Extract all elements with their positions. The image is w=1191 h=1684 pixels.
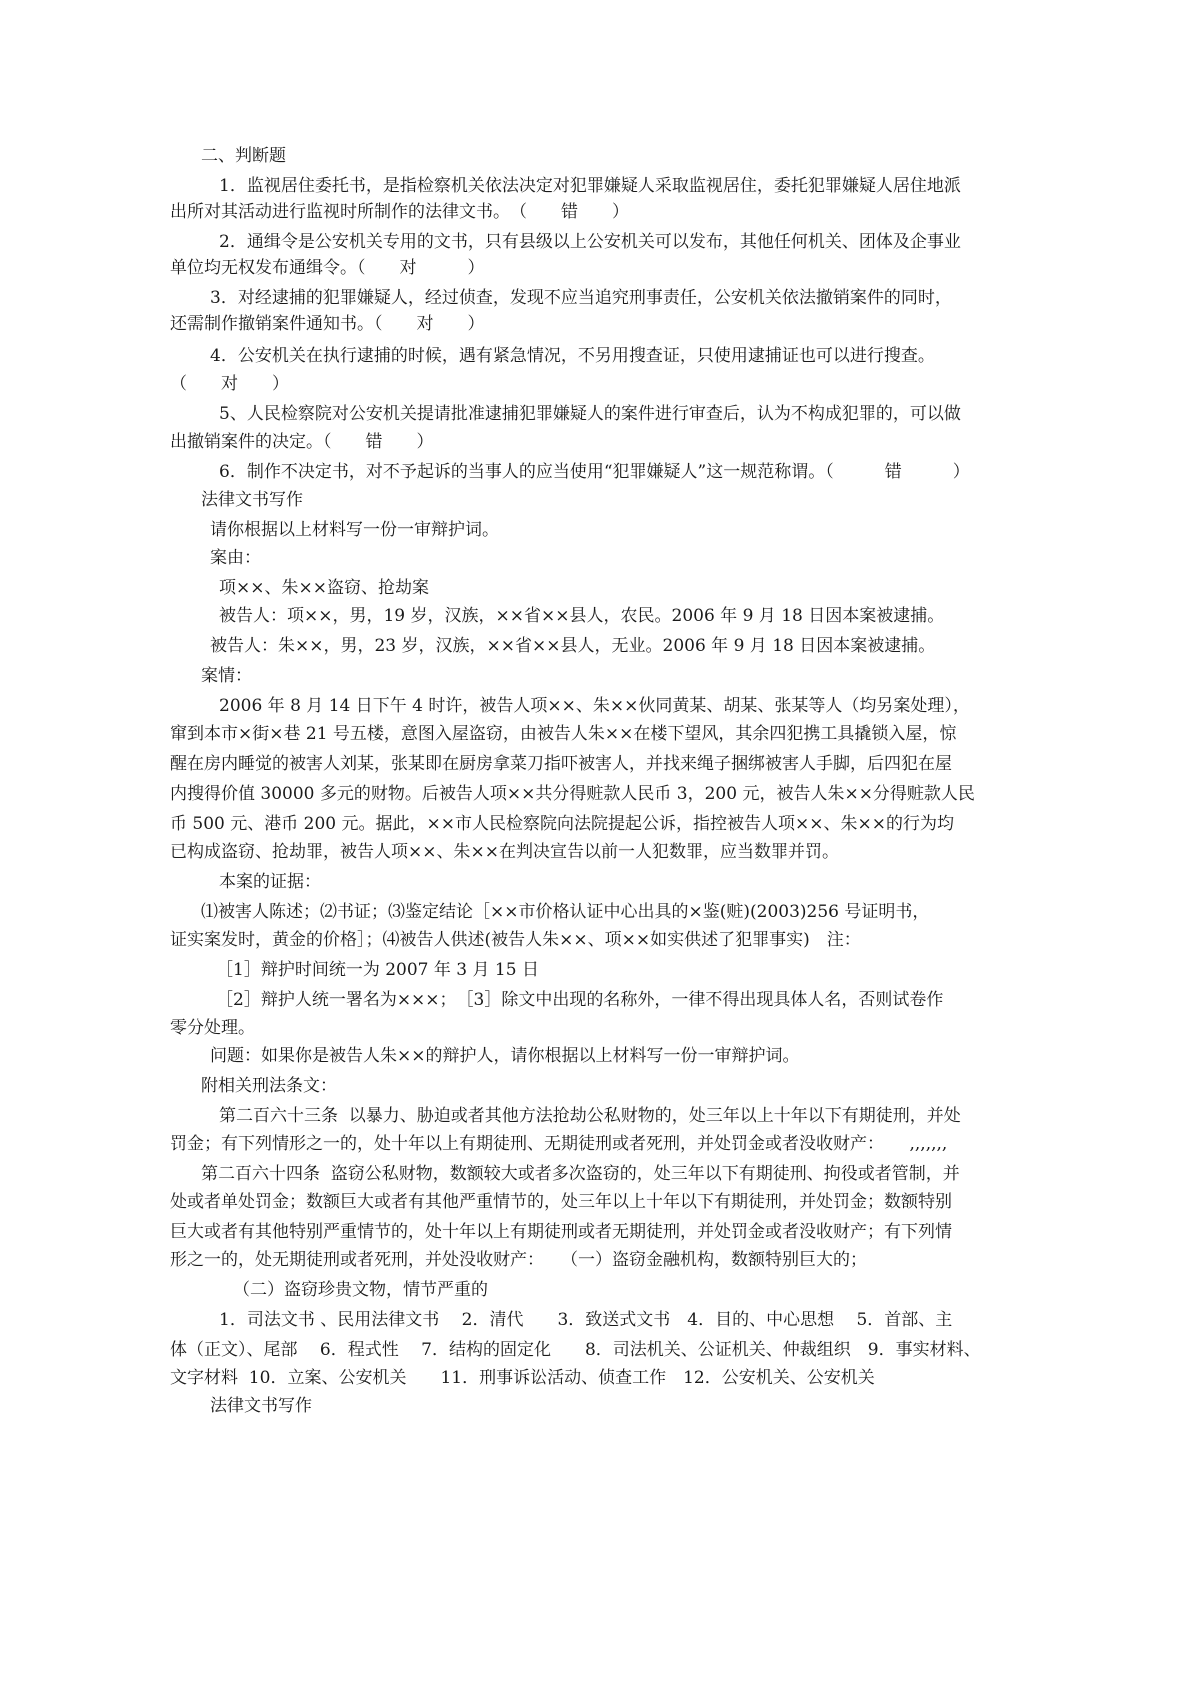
judgment-3-line-2: 还需制作撤销案件通知书。（ 对 ） <box>170 314 485 334</box>
judgment-1-line-2: 出所对其活动进行监视时所制作的法律文书。 （ 错 ） <box>170 202 629 222</box>
judgment-5-line-2: 出撤销案件的决定。（ 错 ） <box>170 432 434 452</box>
article-264-item-2: （二）盗窃珍贵文物，情节严重的 <box>233 1280 488 1300</box>
judgment-2-line-2: 单位均无权发布通缉令。（ 对 ） <box>170 258 485 278</box>
case-cause-label: 案由： <box>210 548 261 568</box>
facts-line-5: 币 500 元、港币 200 元。据此，××市人民检察院向法院提起公诉，指控被告人项××、朱××的行为均 <box>170 814 954 834</box>
writing-title: 法律文书写作 <box>201 490 303 510</box>
article-264-line-4: 形之一的，处无期徒刑或者死刑，并处没收财产： （一）盗窃金融机构，数额特别巨大的； <box>170 1250 867 1270</box>
judgment-4-line-1: 4．公安机关在执行逮捕的时候，遇有紧急情况，不另用搜查证，只使用逮捕证也可以进行搜查。 <box>210 346 935 366</box>
article-264-line-1: 第二百六十四条 盗窃公私财物，数额较大或者多次盗窃的，处三年以下有期徒刑、拘役或者管制，并 <box>201 1164 960 1184</box>
evidence-line-2: 证实案发时，黄金的价格］；⑷被告人供述(被告人朱××、项××如实供述了犯罪事实) 注： <box>170 930 861 950</box>
judgment-5-line-1: 5、人民检察院对公安机关提请批准逮捕犯罪嫌疑人的案件进行审查后，认为不构成犯罪的，可以做 <box>219 404 961 424</box>
article-264-line-3: 巨大或者有其他特别严重情节的，处十年以上有期徒刑或者无期徒刑，并处罚金或者没收财产；有下列情 <box>170 1222 952 1242</box>
judgment-4-line-2: （ 对 ） <box>170 374 289 394</box>
footer-title: 法律文书写作 <box>210 1396 312 1416</box>
judgment-3-line-1: 3．对经逮捕的犯罪嫌疑人，经过侦查，发现不应当追究刑事责任，公安机关依法撤销案件的同时， <box>210 288 952 308</box>
instruction: 请你根据以上材料写一份一审辩护词。 <box>210 520 499 540</box>
judgment-2-line-1: 2．通缉令是公安机关专用的文书，只有县级以上公安机关可以发布，其他任何机关、团体及企事业 <box>219 232 961 252</box>
defendant-2: 被告人：朱××，男，23 岁，汉族，××省××县人，无业。2006 年 9 月 18 日因本案被逮捕。 <box>210 636 936 656</box>
answers-line-3: 文字材料 10．立案、公安机关 11．刑事诉讼活动、侦查工作 12．公安机关、公安机关 <box>170 1368 875 1388</box>
note-2-line-1: ［2］辩护人统一署名为×××； ［3］除文中出现的名称外，一律不得出现具体人名，否则试卷作 <box>216 990 944 1010</box>
note-1: ［1］辩护时间统一为 2007 年 3 月 15 日 <box>216 960 539 980</box>
judgment-1-line-1: 1．监视居住委托书，是指检察机关依法决定对犯罪嫌疑人采取监视居住，委托犯罪嫌疑人居住地派 <box>219 176 961 196</box>
answers-line-2: 体（正文）、尾部 6．程式性 7．结构的固定化 8．司法机关、公证机关、仲裁组织 9．事实材料、 <box>170 1340 981 1360</box>
question: 问题：如果你是被告人朱××的辩护人，请你根据以上材料写一份一审辩护词。 <box>210 1046 800 1066</box>
evidence-label: 本案的证据： <box>219 872 321 892</box>
defendant-1: 被告人：项××，男，19 岁，汉族，××省××县人，农民。2006 年 9 月 18 日因本案被逮捕。 <box>219 606 945 626</box>
facts-label: 案情： <box>201 666 252 686</box>
facts-line-1: 2006 年 8 月 14 日下午 4 时许，被告人项××、朱××伙同黄某、胡某、张某等人（均另案处理）， <box>219 696 970 716</box>
facts-line-4: 内搜得价值 30000 多元的财物。后被告人项××共分得赃款人民币 3，200 元，被告人朱××分得赃款人民 <box>170 784 975 804</box>
answers-line-1: 1．司法文书 、民用法律文书 2．清代 3．致送式文书 4．目的、中心思想 5．首部、主 <box>219 1310 953 1330</box>
article-264-line-2: 处或者单处罚金；数额巨大或者有其他严重情节的，处三年以上十年以下有期徒刑，并处罚金；数额特别 <box>170 1192 952 1212</box>
article-263-line-2: 罚金；有下列情形之一的，处十年以上有期徒刑、无期徒刑或者死刑，并处罚金或者没收财产： ,,,,,,, <box>170 1134 948 1154</box>
law-label: 附相关刑法条文： <box>201 1076 337 1096</box>
evidence-line-1: ⑴被害人陈述；⑵书证；⑶鉴定结论［××市价格认证中心出具的×鉴(赃)(2003)256 号证明书， <box>201 902 930 922</box>
article-263-line-1: 第二百六十三条 以暴力、胁迫或者其他方法抢劫公私财物的，处三年以上十年以下有期徒刑，并处 <box>219 1106 961 1126</box>
facts-line-6: 已构成盗窃、抢劫罪，被告人项××、朱××在判决宣告以前一人犯数罪，应当数罪并罚。 <box>170 842 839 862</box>
note-2-line-2: 零分处理。 <box>170 1018 255 1038</box>
section-title: 二、判断题 <box>201 146 286 166</box>
case-cause: 项××、朱××盗窃、抢劫案 <box>219 578 429 598</box>
facts-line-3: 醒在房内睡觉的被害人刘某，张某即在厨房拿菜刀指吓被害人，并找来绳子捆绑被害人手脚，后四犯在屋 <box>170 754 952 774</box>
judgment-6-line-1: 6．制作不决定书，对不予起诉的当事人的应当使用“犯罪嫌疑人”这一规范称谓。（ 错 ） <box>219 462 970 482</box>
facts-line-2: 窜到本市×街×巷 21 号五楼，意图入屋盗窃，由被告人朱××在楼下望风，其余四犯携工具撬锁入屋，惊 <box>170 724 957 744</box>
